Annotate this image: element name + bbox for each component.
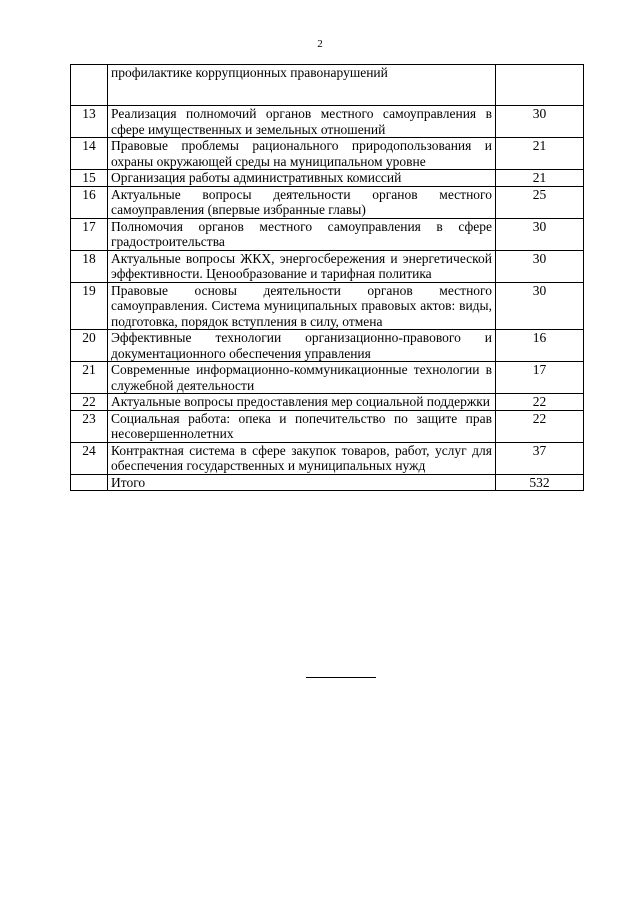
- total-row: [71, 474, 584, 491]
- table-row: [71, 362, 584, 394]
- row-title: Социальная работа: опека и попечительство по защите прав несовершеннолетних: [108, 410, 496, 442]
- row-hours: 21: [496, 170, 584, 187]
- row-title: Актуальные вопросы предоставления мер социальной поддержки: [108, 394, 496, 411]
- row-title: Актуальные вопросы ЖКХ, энергосбережения и энергетической эффективности. Ценообразование и тарифная политика: [108, 250, 496, 282]
- row-title: Современные информационно-коммуникационные технологии в служебной деятельности: [108, 362, 496, 394]
- row-number: 21: [71, 362, 108, 394]
- row-number: 17: [71, 218, 108, 250]
- end-divider-line: [306, 677, 376, 678]
- row-title: Контрактная система в сфере закупок товаров, работ, услуг для обеспечения государственных и муниципальных нужд: [108, 442, 496, 474]
- row-title: профилактике коррупционных правонарушений: [108, 65, 496, 106]
- table-row: [71, 410, 584, 442]
- row-title: Правовые основы деятельности органов местного самоуправления. Система муниципальных правовых актов: виды, подготовка, порядок вступления в силу, отмена: [108, 282, 496, 330]
- table-row: [71, 250, 584, 282]
- table-row: [71, 330, 584, 362]
- row-number: 22: [71, 394, 108, 411]
- row-hours: 21: [496, 138, 584, 170]
- table-row: [71, 106, 584, 138]
- row-hours: 22: [496, 410, 584, 442]
- row-number: 18: [71, 250, 108, 282]
- row-hours: 22: [496, 394, 584, 411]
- total-hours: 532: [496, 474, 584, 491]
- table-row: [71, 170, 584, 187]
- total-number-cell: [71, 474, 108, 491]
- row-number: 14: [71, 138, 108, 170]
- row-hours: [496, 65, 584, 106]
- row-number: 23: [71, 410, 108, 442]
- row-number: [71, 65, 108, 106]
- row-hours: 17: [496, 362, 584, 394]
- table-row: [71, 394, 584, 411]
- row-hours: 30: [496, 250, 584, 282]
- table-row: [71, 138, 584, 170]
- row-hours: 30: [496, 218, 584, 250]
- row-number: 16: [71, 186, 108, 218]
- row-title: Полномочия органов местного самоуправления в сфере градостроительства: [108, 218, 496, 250]
- row-title: Актуальные вопросы деятельности органов местного самоуправления (впервые избранные главы): [108, 186, 496, 218]
- page-number: 2: [317, 38, 323, 50]
- row-title: Правовые проблемы рационального природопользования и охраны окружающей среды на муниципальном уровне: [108, 138, 496, 170]
- table-row: [71, 218, 584, 250]
- row-number: 13: [71, 106, 108, 138]
- curriculum-table: [70, 64, 584, 491]
- table-row: [71, 442, 584, 474]
- row-title: Реализация полномочий органов местного самоуправления в сфере имущественных и земельных отношений: [108, 106, 496, 138]
- row-hours: 30: [496, 282, 584, 330]
- table-row: [71, 282, 584, 330]
- row-number: 20: [71, 330, 108, 362]
- row-title: Эффективные технологии организационно-правового и документационного обеспечения управления: [108, 330, 496, 362]
- row-hours: 16: [496, 330, 584, 362]
- row-hours: 25: [496, 186, 584, 218]
- table-row: [71, 65, 584, 106]
- table-row: [71, 186, 584, 218]
- row-title: Организация работы административных комиссий: [108, 170, 496, 187]
- table-body: [71, 65, 584, 491]
- row-number: 19: [71, 282, 108, 330]
- total-label: Итого: [108, 474, 496, 491]
- row-number: 15: [71, 170, 108, 187]
- row-number: 24: [71, 442, 108, 474]
- row-hours: 37: [496, 442, 584, 474]
- row-hours: 30: [496, 106, 584, 138]
